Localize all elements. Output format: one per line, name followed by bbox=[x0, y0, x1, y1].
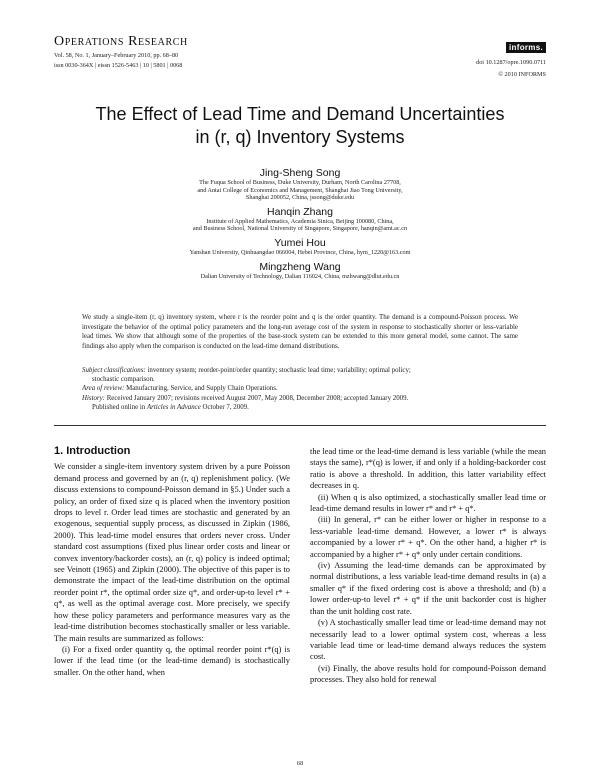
body-paragraph: (iv) Assuming the lead-time demands can be approximated by normal distributions, a less variable lead-time demand results in (a) a smaller q* if the fixed ordering cost is above a threshold; and (b) a lower order-up-to level r* + q* if the unit backorder cost is higher than the unit holding cost rate. bbox=[310, 561, 546, 616]
affiliation-line: Shanghai 200052, China, jssong@duke.edu bbox=[245, 194, 355, 202]
body-paragraph: (v) A stochastically smaller lead time or lead-time demand may not necessarily lead to a lower optimal system cost, whereas a less variable lead time or lead-time demand always reduces the system cost. bbox=[310, 618, 546, 662]
area-label: Area of review: bbox=[82, 385, 125, 393]
published-online bbox=[82, 403, 518, 412]
section-heading: 1. Introduction bbox=[54, 445, 131, 457]
author-affiliation bbox=[0, 218, 600, 233]
journal-volume-line: Vol. 58, No. 1, January–February 2010, pp. 68–80 bbox=[54, 52, 179, 59]
author-affiliation bbox=[0, 273, 600, 281]
article-meta bbox=[82, 366, 518, 412]
author-affiliation bbox=[0, 249, 600, 257]
affiliation-line: and Business School, National University of Singapore, Singapore, hanqin@amt.ac.cn bbox=[192, 225, 408, 233]
published-suffix: October 7, 2009. bbox=[200, 403, 249, 411]
affiliation-line: Institute of Applied Mathematics, Academia Sinica, Beijing 100080, China, bbox=[206, 217, 394, 225]
section-divider bbox=[54, 425, 546, 426]
affiliation-line: and Antai College of Economics and Management, Shanghai Jiao Tong University, bbox=[197, 186, 403, 194]
author-affiliation bbox=[0, 179, 600, 202]
title-line-2: in (r, q) Inventory Systems bbox=[195, 127, 405, 147]
body-paragraph: (vi) Finally, the above results hold for compound-Poisson demand processes. They also hold for renewal bbox=[310, 663, 546, 685]
body-paragraph: (iii) In general, r* can be either lower or higher in response to a less-variable lead-time demand. However, a lower r* is always accompanied by a lower r* + q*. On the other hand, a higher r* is accompanied by a higher r* + q* only under certain conditions. bbox=[310, 515, 546, 559]
page-number: 68 bbox=[296, 760, 304, 767]
informs-logo: informs. bbox=[506, 42, 546, 53]
journal-issn-line: issn 0030-364X | eissn 1526-5463 | 10 | 5801 | 0068 bbox=[54, 62, 183, 70]
history-text: Received January 2007; revisions received August 2007, May 2008, December 2008; accepted January 2009. bbox=[104, 394, 409, 402]
author-block bbox=[0, 165, 600, 284]
author-name: Yumei Hou bbox=[274, 236, 326, 249]
body-paragraph: (i) For a fixed order quantity q, the optimal reorder point r*(q) is lower if the lead time (or the lead-time demand) is stochastically smaller. On the other hand, when bbox=[54, 644, 290, 677]
doi-line: doi 10.1287/opre.1090.0711 bbox=[476, 59, 546, 66]
published-italic: Articles in Advance bbox=[146, 403, 201, 411]
author-name: Jing-Sheng Song bbox=[259, 167, 341, 179]
left-column bbox=[54, 446, 290, 678]
subject-label: Subject classifications: bbox=[82, 367, 146, 374]
affiliation-line: The Fuqua School of Business, Duke University, Durham, North Carolina 27708, bbox=[199, 179, 401, 186]
publisher-header bbox=[476, 37, 546, 79]
paper-title bbox=[0, 103, 600, 149]
area-text: Manufacturing, Service, and Supply Chain Operations. bbox=[124, 385, 278, 393]
subject-text-continued: stochastic comparison. bbox=[92, 376, 155, 384]
author-name: Hanqin Zhang bbox=[267, 205, 333, 218]
history bbox=[82, 394, 518, 403]
affiliation-line: Dalian University of Technology, Dalian 116024, China, mzhwang@dlut.edu.cn bbox=[200, 272, 400, 280]
copyright-line: © 2010 INFORMS bbox=[498, 71, 546, 79]
right-column bbox=[310, 446, 546, 686]
title-line-1: The Effect of Lead Time and Demand Uncertainties bbox=[95, 104, 505, 124]
affiliation-line: Yanshan University, Qinhuangdao 066004, Hebei Province, China, hym_1220@163.com bbox=[189, 248, 411, 256]
journal-header bbox=[54, 34, 354, 70]
body-paragraph: We consider a single-item inventory system driven by a pure Poisson demand process and governed by an (r, q) replenishment policy. (We discuss extensions to compound-Poisson demand in §5.) Under such a policy, an order of fixed size q is placed when the inventory position drops to level r. Order lead times are stochastic and generated by an exogenous, sequential supply process, as discussed in Zipkin (1986, 2000). This lead-time model ensures that orders never cross. Under standard cost assumptions (fixed plus linear order costs and linear or convex inventory/backorder costs), an (r, q) policy is indeed optimal; see Veinott (1965) and Zipkin (2000). The objective of this paper is to demonstrate the impact of the lead-time distribution on the optimal reorder point r*, the optimal order size q*, and order-up-to level r* + q*, as well as the optimal average cost. More precisely, we specify how these policy parameters and performance measures vary as the lead-time distribution becomes stochastically smaller or less variable. The main results are summarized as follows: bbox=[54, 462, 290, 643]
abstract: We study a single-item (r, q) inventory system, where r is the reorder point and q is the order quantity. The demand is a compound-Poisson process. We investigate the behavior of the optimal policy parameters and the long-run average cost of the system in response to stochastically shorter or less-variable lead times. We show that although some of the properties of the base-stock system can be extended to this more general model, some cannot. The same findings also apply when the comparison is conducted on the lead-time demand distributions. bbox=[82, 314, 518, 350]
body-paragraph: (ii) When q is also optimized, a stochastically smaller lead time or lead-time demand results in lower r* and r* + q*. bbox=[310, 492, 546, 514]
history-label: History: bbox=[82, 394, 105, 402]
subject-text: inventory system; reorder-point/order quantity; stochastic lead time; variability; optimal policy; bbox=[145, 367, 411, 374]
published-prefix: Published online in bbox=[92, 403, 147, 411]
body-paragraph: the lead time or the lead-time demand is less variable (while the mean stays the same), r*(q) is lower, if and only if a holding-backorder cost ratio is above a threshold. In addition, this latter variability effect decreases in q. bbox=[310, 447, 546, 491]
subject-classifications bbox=[82, 366, 518, 375]
journal-name: Operations Research bbox=[54, 34, 188, 49]
author-name: Mingzheng Wang bbox=[259, 260, 341, 273]
area-of-review bbox=[82, 384, 518, 393]
